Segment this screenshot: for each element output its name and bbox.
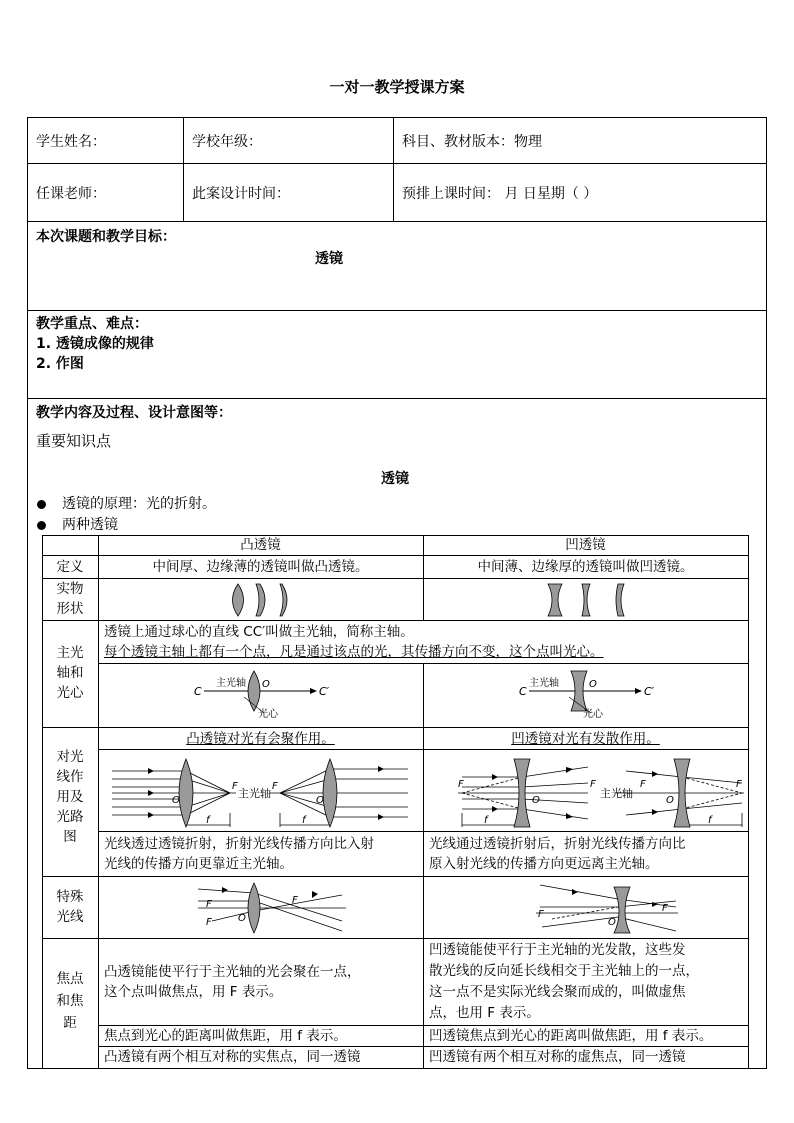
student-name-cell: 学生姓名：	[36, 133, 106, 150]
concave-special-rays	[532, 881, 682, 935]
label-c-prime: C′	[644, 685, 655, 698]
row-label-special-1: 特殊	[56, 889, 84, 905]
concave-focus-1: 凹透镜能使平行于主光轴的光发散，这些发	[429, 942, 686, 958]
convex-effect-desc-1: 光线透过透镜折射，折射光线传播方向比入射	[104, 836, 374, 852]
label-f-focus: F	[206, 899, 212, 910]
label-f-focus: F	[292, 895, 298, 906]
row-label-definition: 定义	[56, 559, 84, 575]
goals-topic: 透镜	[315, 251, 343, 267]
convex-focus-2: 这个点叫做焦点，用 F 表示。	[104, 984, 283, 1000]
goals-row	[28, 222, 766, 311]
label-main-axis: 主光轴	[238, 787, 271, 800]
label-f-focus: F	[272, 781, 278, 792]
subject-cell: 科目、教材版本：物理	[393, 118, 766, 163]
concave-definition: 中间薄、边缘厚的透镜叫做凹透镜。	[477, 559, 694, 575]
optical-center-text: 每个透镜主轴上都有一个点，凡是通过该点的光，其传播方向不变，这个点叫光心。	[104, 644, 604, 660]
concave-focus-3: 这一点不是实际光线会聚而成的，叫做虚焦	[429, 984, 686, 1000]
row-label-focus-2: 和焦	[56, 993, 84, 1009]
label-f-focus: F	[736, 779, 742, 790]
bullet-icon	[37, 500, 46, 509]
label-f-focus: F	[640, 779, 646, 790]
label-focal-length: f	[206, 815, 210, 826]
label-o: O	[172, 795, 180, 806]
label-focal-length: f	[484, 815, 488, 826]
concave-focus-2: 散光线的反向延长线相交于主光轴上的一点，	[429, 963, 699, 979]
concave-effect-desc-1: 光线通过透镜折射后，折射光线传播方向比	[429, 836, 686, 852]
bullet-two-lenses: 两种透镜	[37, 514, 118, 534]
convex-focus-1: 凸透镜能使平行于主光轴的光会聚在一点，	[104, 964, 361, 980]
label-optical-center: 光心	[258, 709, 278, 720]
concave-ray-diagram	[456, 753, 746, 829]
label-f-focus: F	[232, 781, 238, 792]
keypoint-1: 1. 透镜成像的规律	[36, 336, 154, 352]
bullet-icon	[37, 521, 46, 530]
col-header-concave: 凹透镜	[565, 537, 606, 553]
keypoints-label: 教学重点、难点：	[36, 316, 148, 332]
design-time-cell: 此案设计时间：	[183, 164, 393, 221]
convex-axis-diagram	[192, 669, 332, 721]
convex-focal-length: 焦点到光心的距离叫做焦距，用 f 表示。	[104, 1028, 347, 1044]
document-title: 一对一教学授课方案	[329, 78, 465, 96]
row-label-shape-1: 实物	[56, 581, 84, 597]
convex-ray-diagram	[108, 753, 418, 829]
row-label-axis-1: 主光	[56, 645, 84, 661]
row-label-axis-3: 光心	[56, 685, 84, 701]
keypoints-row	[28, 311, 766, 399]
label-f-focus: F	[206, 917, 212, 928]
header-row-2	[28, 164, 766, 222]
keypoint-2: 2. 作图	[36, 356, 84, 372]
class-time-cell: 预排上课时间： 月 日星期（ ）	[393, 164, 766, 221]
convex-focus-pair: 凸透镜有两个相互对称的实焦点，同一透镜	[104, 1049, 361, 1065]
concave-lens-shapes	[542, 582, 632, 618]
content-subtitle: 重要知识点	[36, 432, 112, 450]
label-main-axis: 主光轴	[600, 787, 633, 800]
concave-focal-length: 凹透镜焦点到光心的距离叫做焦距，用 f 表示。	[429, 1028, 713, 1044]
label-c: C	[519, 685, 527, 698]
label-f-focus: F	[458, 779, 464, 790]
label-o: O	[608, 917, 616, 928]
label-f-focus: F	[590, 779, 596, 790]
label-f-focus: F	[662, 903, 668, 914]
grade-cell: 学校年级：	[183, 118, 393, 163]
label-o: O	[666, 795, 674, 806]
row-label-special-2: 光线	[56, 909, 84, 925]
bullet-principle: 透镜的原理：光的折射。	[37, 493, 216, 513]
row-label-axis-2: 轴和	[56, 665, 84, 681]
concave-effect-desc-2: 原入射光线的传播方向更远离主光轴。	[429, 856, 659, 872]
convex-effect-title: 凸透镜对光有会聚作用。	[186, 731, 335, 747]
teacher-cell: 任课老师：	[36, 185, 106, 202]
row-label-effect-5: 图	[63, 829, 77, 845]
header-row-1	[28, 118, 766, 164]
label-main-axis: 主光轴	[529, 678, 559, 689]
label-main-axis: 主光轴	[216, 678, 246, 689]
row-label-effect-3: 用及	[56, 789, 84, 805]
axis-definition-text: 透镜上通过球心的直线 CC′叫做主光轴，简称主轴。	[104, 624, 414, 640]
convex-effect-desc-2: 光线的传播方向更靠近主光轴。	[104, 856, 293, 872]
row-label-effect-4: 光路	[56, 809, 84, 825]
row-label-shape-2: 形状	[56, 601, 84, 617]
label-o: O	[316, 795, 324, 806]
label-f-focus: F	[538, 909, 544, 920]
row-label-effect-2: 线作	[56, 769, 84, 785]
row-label-focus-3: 距	[63, 1015, 77, 1031]
label-o: O	[238, 913, 246, 924]
label-focal-length: f	[302, 815, 306, 826]
concave-axis-diagram	[517, 669, 657, 721]
label-focal-length: f	[708, 815, 712, 826]
label-c: C	[194, 685, 202, 698]
label-c-prime: C′	[319, 685, 330, 698]
lens-comparison-table	[42, 535, 749, 1069]
goals-label: 本次课题和教学目标：	[36, 229, 176, 245]
section-title: 透镜	[381, 471, 409, 487]
label-o: O	[589, 679, 597, 690]
content-label: 教学内容及过程、设计意图等：	[36, 405, 232, 421]
convex-special-rays	[192, 881, 352, 935]
convex-definition: 中间厚、边缘薄的透镜叫做凸透镜。	[152, 559, 369, 575]
row-label-effect-1: 对光	[56, 749, 84, 765]
concave-effect-title: 凹透镜对光有发散作用。	[511, 731, 660, 747]
convex-lens-shapes	[222, 582, 302, 618]
label-optical-center: 光心	[583, 709, 603, 720]
row-label-focus-1: 焦点	[56, 971, 84, 987]
label-o: O	[262, 679, 270, 690]
concave-focus-pair: 凹透镜有两个相互对称的虚焦点，同一透镜	[429, 1049, 686, 1065]
label-o: O	[532, 795, 540, 806]
concave-focus-4: 点，也用 F 表示。	[429, 1005, 540, 1021]
col-header-convex: 凸透镜	[240, 537, 281, 553]
